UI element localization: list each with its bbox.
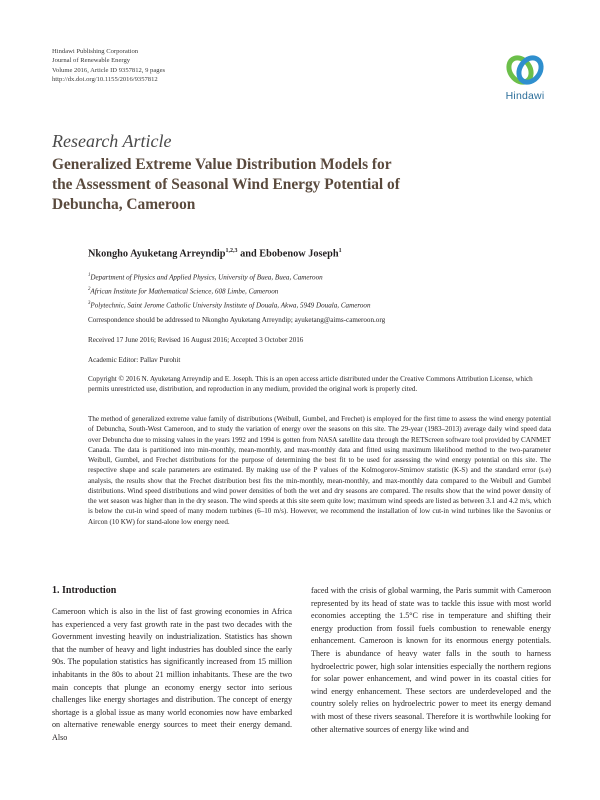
- affiliation-text: African Institute for Mathematical Science, 608 Limbe, Cameroon: [90, 287, 279, 296]
- author-connector: and: [237, 248, 260, 260]
- article-dates: Received 17 June 2016; Revised 16 August 2016; Accepted 3 October 2016: [88, 336, 304, 344]
- intro-column-left: Cameroon which is also in the list of fast growing economies in Africa has experienced a very fast growth rate in the past two decades with the Government investing heavily on industrialization. Statistics has shown that the number of heavy and light industries has doubled since the early 90s. The population statistics has significantly increased from 15 million inhabitants in the 80s to about 21 million inhabitants. These are the two main concepts that plunge an economy energy sector into serious challenges like energy shortages and distribution. The concept of energy shortage is a global issue as many world economies now have embarked on alternative renewable energy sources to meet their energy demand. Also: [52, 607, 292, 742]
- affiliation-text: Department of Physics and Applied Physics, University of Buea, Buea, Cameroon: [90, 273, 323, 282]
- academic-editor: Academic Editor: Pallav Purohit: [88, 356, 181, 364]
- affiliation-marker: 1: [88, 273, 91, 278]
- affiliation-item: [88, 270, 371, 284]
- publisher-name: Hindawi Publishing Corporation: [52, 48, 139, 55]
- volume-info: Volume 2016, Article ID 9357812, 9 pages: [52, 66, 166, 74]
- article-type: Research Article: [52, 131, 172, 151]
- journal-name: Journal of Renewable Energy: [52, 57, 131, 65]
- correspondence-note: Correspondence should be addressed to Nkongho Ayuketang Arreyndip; ayuketang@aims-cameroon.org: [88, 316, 386, 324]
- publication-info: [52, 47, 165, 85]
- affiliations: [88, 270, 371, 312]
- section-heading: 1. Introduction: [52, 585, 117, 596]
- copyright-notice: Copyright © 2016 N. Ayuketang Arreyndip and E. Joseph. This is an open access article distributed under the Creative Commons Attribution License, which permits unrestricted use, distribution, and reproduction in any medium, provided the original work is properly cited.: [88, 375, 533, 393]
- title-line: Generalized Extreme Value Distribution Models for: [52, 156, 392, 173]
- affiliation-text: Polytechnic, Saint Jerome Catholic University Institute of Douala, Akwa, 5949 Douala, Cameroon: [90, 301, 371, 310]
- affiliation-item: [88, 284, 371, 298]
- affiliation-marker: 3: [88, 300, 91, 306]
- author-list: [88, 248, 342, 259]
- paper-title: [52, 155, 522, 215]
- author-name: Ebobenow Joseph: [259, 248, 339, 260]
- author-name: Nkongho Ayuketang Arreyndip: [88, 248, 226, 260]
- author-affiliation-marker: 1,2,3: [225, 248, 238, 254]
- doi-link[interactable]: http://dx.doi.org/10.1155/2016/9357812: [52, 76, 158, 84]
- intro-column-right: faced with the crisis of global warming, the Paris summit with Cameroon represented by its head of state was to tackle this issue with most world economies accepting the 1.5°C rise in temperature and shifting their energy production from fossil fuels combustion to renewable energy enhancement. Cameroon is known for its enormous energy potentials. There is abundance of heavy water falls in the south to harness hydroelectric power, high solar intensities especially the northern regions for solar power enhancement, and wind power in its coastal cities for wind energy enhancement. These sectors are underdeveloped and the country solely relies on hydroelectric power to meet its energy demand with most of these rivers seasonal. Therefore it is worthwhile looking for other alternative sources of energy like wind and: [311, 586, 551, 734]
- affiliation-item: [88, 298, 371, 312]
- title-line: the Assessment of Seasonal Wind Energy Potential of: [52, 176, 400, 193]
- author-affiliation-marker: 1: [338, 248, 342, 254]
- title-line: Debuncha, Cameroon: [52, 196, 196, 213]
- abstract: The method of generalized extreme value family of distributions (Weibull, Gumbel, and Frechet) is employed for the first time to assess the wind energy potential of Debuncha, South-West Cameroon, and to study the variation of energy over the seasons on this site. The 29-year (1983–2013) average daily wind speed data over Debuncha due to missing values in the years 1992 and 1994 is gotten from NASA satellite data through the RETScreen software tool provided by CANMET Canada. The data is partitioned into min-monthly, mean-monthly, and max-monthly data and fitted using maximum likelihood method to the two-parameter Weibull, Gumbel, and Frechet distributions for the purpose of determining the best fit to be used for assessing the wind energy potential on this site. The respective shape and scale parameters are estimated. By making use of the P values of the Kolmogorov-Smirnov statistic (K-S) and the standard error (s.e) analysis, the results show that the Frechet distribution best fits the min-monthly, mean-monthly, and max-monthly data compared to the Weibull and Gumbel distributions. Wind speed distributions and wind power densities of both the wet and dry seasons are compared. The results show that the wind power density of the wet season was higher than in the dry season. The wind speeds at this site seem quite low; maximum wind speeds are listed as between 3.1 and 4.2 m/s, which is below the cut-in wind speed of many modern turbines (6–10 m/s). However, we recommend the installation of low cut-in wind turbines like the Savonius or Aircon (10 KW) for stand-alone low energy need.: [88, 415, 551, 526]
- hindawi-logo-text: Hindawi: [505, 90, 545, 102]
- affiliation-marker: 2: [88, 286, 91, 292]
